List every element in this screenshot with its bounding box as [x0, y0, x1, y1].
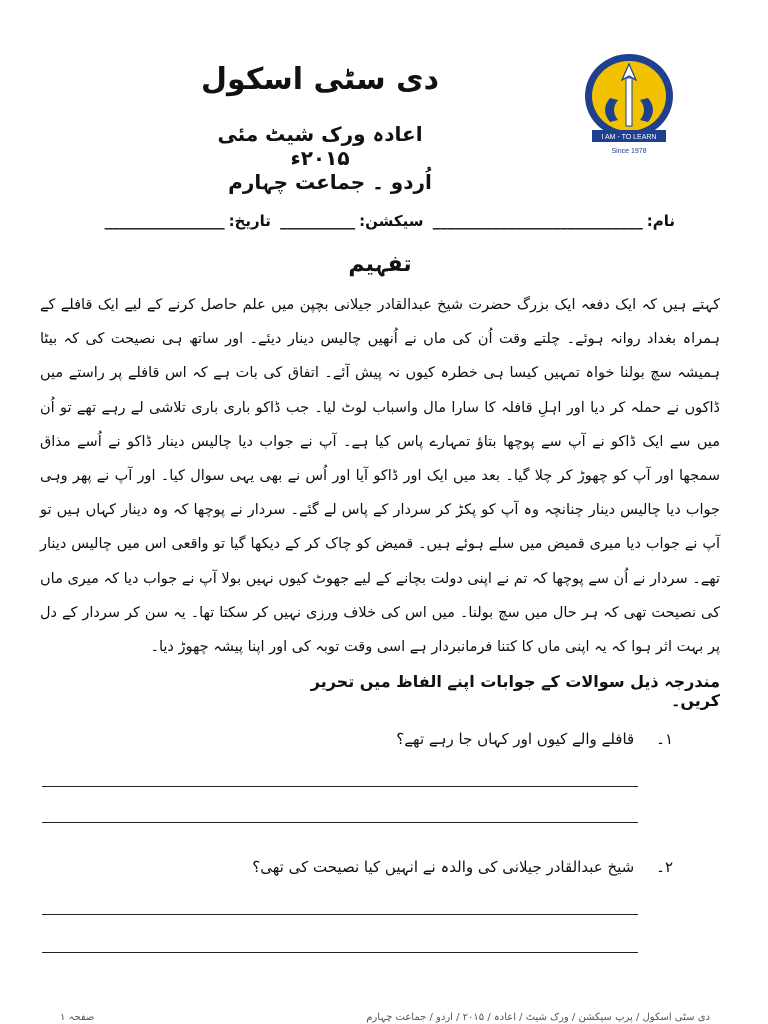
name-label: نام: — [646, 212, 675, 230]
question-text: قافلے والے کیوں اور کہاں جا رہے تھے؟ — [396, 730, 635, 748]
questions-instruction: مندرجہ ذیل سوالات کے جوابات اپنے الفاظ میں تحریر کریں۔ — [310, 672, 720, 710]
section-label: سیکشن: — [359, 212, 424, 230]
name-field[interactable]: ____________________________ — [432, 212, 643, 230]
section-field[interactable]: __________ — [280, 212, 356, 230]
school-logo — [580, 50, 678, 160]
question-number: ۲۔ — [656, 858, 673, 876]
comprehension-passage: کہتے ہیں کہ ایک دفعہ ایک بزرگ حضرت شیخ عبدالقادر جیلانی بچپن میں علم حاصل کرنے کے لیے ایک قافلے کے ہمراہ بغداد روانہ ہوئے۔ چلتے وقت اُن کی ماں نے اُنھیں چالیس دینار دیئے۔ اور ساتھ ہی نصیحت کی کہ بیٹا ہمیشہ سچ بولنا خواہ تمہیں کیسا ہی خطرہ کیوں نہ پیش آئے۔ اتفاق کی بات ہے کہ اس قافلے پر راستے میں ڈاکوں نے حملہ کر دیا اور اہلِ قافلہ کا سارا مال واسباب لوٹ لیا۔ جب ڈاکو باری باری تلاشی لے رہے تھے تو اُن میں سے ایک ڈاکو نے آپ سے پوچھا بتاؤ تمہارے پاس کیا ہے۔ آپ نے جواب دیا چالیس دینار ڈاکو نے اُسے مذاق سمجھا اور آپ کو چھوڑ کر چلا گیا۔ بعد میں ایک اور ڈاکو آیا اور اُس نے بھی یہی سوال کیا۔ اور آپ نے پھر وہی جواب دیا چالیس دینار چنانچہ وہ آپ کو پکڑ کر سردار کے پاس لے گئے۔ سردار نے پوچھا کہ وہ دینار کہاں ہیں تو آپ نے جواب دیا میری قمیض میں سلے ہوئے ہیں۔ قمیض کو چاک کر کے دیکھا گیا تو واقعی اس میں چالیس دینار تھے۔ سردار نے اُن سے پوچھا کہ تم نے اپنی دولت بچانے کے لیے جھوٹ کیوں نہیں بولا آپ نے جواب دیا کہ میری ماں کی نصیحت تھی کہ ہر حال میں سچ بولنا۔ میں اس کی خلاف ورزی نہیں کر سکتا تھا۔ یہ سن کر سردار کے دل پر بہت اثر ہوا کہ یہ اپنی ماں کا کتنا فرمانبردار ہے اسی وقت توبہ کی اور اپنا پیشہ چھوڑ دیا۔ — [40, 297, 720, 656]
school-name: دی سٹی اسکول — [201, 62, 439, 97]
answer-line[interactable] — [42, 786, 638, 787]
logo-torch-icon — [626, 78, 632, 126]
subject-class-line: اُردو ۔ جماعت چہارم — [228, 170, 432, 194]
student-info-line — [95, 212, 675, 230]
answer-line[interactable] — [42, 914, 638, 915]
logo-since-text: Since 1978 — [611, 148, 647, 155]
date-label: تاریخ: — [228, 212, 271, 230]
footer-text: دی سٹی اسکول / پرپ سیکشن / ورک شیٹ / اعادہ / ۲۰۱۵ / اُردو / جماعت چہارم — [366, 1012, 710, 1023]
question-item — [396, 730, 673, 748]
question-number: ۱۔ — [656, 730, 673, 748]
answer-line[interactable] — [42, 822, 638, 823]
date-field[interactable]: ________________ — [104, 212, 225, 230]
question-item — [252, 858, 673, 876]
logo-banner-text: I AM - TO LEARN — [601, 134, 657, 141]
comprehension-heading: تفہیم — [348, 252, 412, 277]
question-text: شیخ عبدالقادر جیلانی کی والدہ نے انہیں کیا نصیحت کی تھی؟ — [252, 858, 635, 876]
answer-line[interactable] — [42, 952, 638, 953]
page-footer — [60, 1012, 710, 1024]
worksheet-title: اعادہ ورک شیٹ مئی ۲۰۱۵ء — [217, 122, 423, 170]
footer-page-number: صفحہ ۱ — [60, 1012, 95, 1023]
